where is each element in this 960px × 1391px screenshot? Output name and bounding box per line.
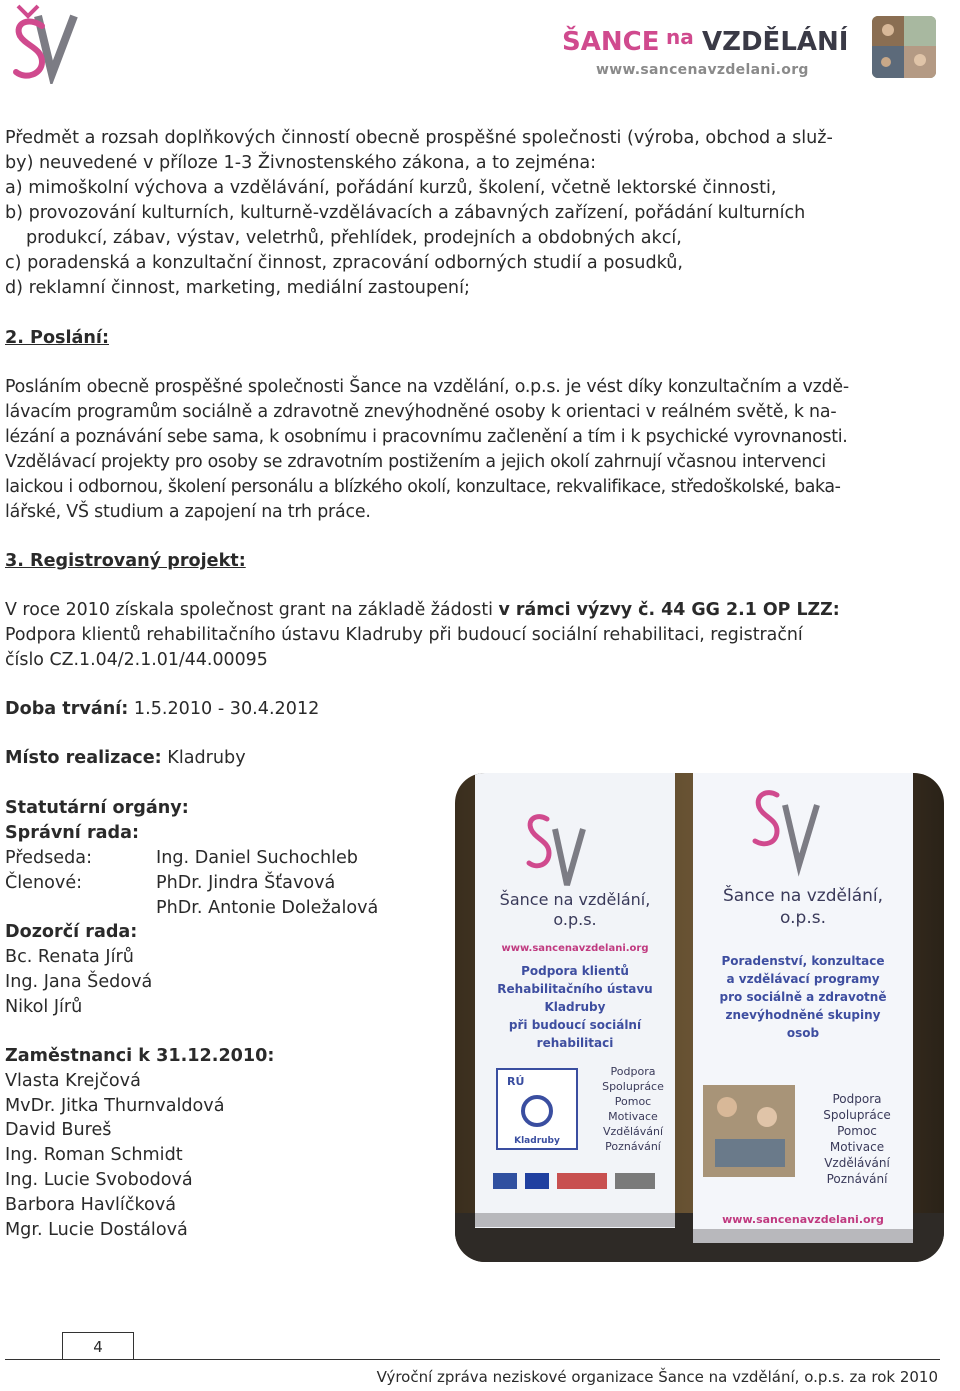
supervisory-label: Dozorčí rada:: [5, 922, 138, 942]
brand-title-part-3: VZDĚLÁNÍ: [702, 27, 849, 57]
right-banner-url: www.sancenavzdelani.org: [722, 1213, 884, 1226]
member-2: PhDr. Antonie Doležalová: [156, 898, 379, 918]
section1-item-a: a) mimoškolní výchova a vzdělávání, pořádání kurzů, školení, včetně lektorské činnosti,: [5, 178, 777, 198]
left-banner-list-6: Poznávání: [605, 1140, 661, 1153]
left-banner: [475, 773, 675, 1228]
brand-url: www.sancenavzdelani.org: [596, 62, 809, 78]
left-banner-project-5: rehabilitaci: [536, 1036, 614, 1050]
employee-5: Ing. Lucie Svobodová: [5, 1170, 193, 1190]
section3-heading: 3. Registrovaný projekt:: [5, 551, 246, 571]
organs-heading: Statutární orgány:: [5, 798, 189, 818]
employee-7: Mgr. Lucie Dostálová: [5, 1220, 188, 1240]
section2-line-1: Posláním obecně prospěšné společnosti Šance na vzdělání, o.p.s. je vést díky konzultačním a vzdě-: [5, 377, 849, 397]
right-banner-service-3: pro sociálně a zdravotně: [719, 990, 887, 1004]
supervisor-1: Bc. Renata Jírů: [5, 947, 134, 967]
page-number: 4: [93, 1338, 103, 1356]
place: [5, 746, 246, 771]
right-banner-org: Šance na vzdělání,: [722, 886, 884, 906]
duration-value: 1.5.2010 - 30.4.2012: [128, 699, 320, 719]
member-1: PhDr. Jindra Šťavová: [156, 873, 336, 893]
supervisor-3: Nikol Jírů: [5, 997, 83, 1017]
right-banner-list-4: Motivace: [829, 1140, 885, 1154]
left-banner-list-2: Spolupráce: [602, 1080, 664, 1093]
members-label: Členové:: [5, 873, 83, 893]
right-banner-list-5: Vzdělávání: [824, 1156, 890, 1170]
employees-label: Zaměstnanci k 31.12.2010:: [5, 1046, 275, 1066]
supervisor-2: Ing. Jana Šedová: [5, 972, 153, 992]
place-label: Místo realizace:: [5, 748, 162, 768]
right-banner-ops: o.p.s.: [780, 908, 826, 928]
right-banner-service-5: osob: [786, 1026, 820, 1040]
section2-heading: 2. Poslání:: [5, 328, 109, 348]
place-value: Kladruby: [161, 748, 246, 768]
section2-line-6: lářské, VŠ studium a zapojení na trh práce.: [5, 502, 371, 522]
left-banner-list-3: Pomoc: [614, 1095, 652, 1108]
section1-item-d: d) reklamní činnost, marketing, mediální zastoupení;: [5, 278, 470, 298]
left-banner-org: Šance na vzdělání,: [499, 890, 651, 909]
right-banner-list-6: Poznávání: [826, 1172, 888, 1186]
left-banner-project-2: Rehabilitačního ústavu: [497, 982, 653, 996]
section3-line-3: číslo CZ.1.04/2.1.01/44.00095: [5, 650, 268, 670]
left-banner-list-4: Motivace: [608, 1110, 658, 1123]
brand-title-part-1: ŠANCE: [562, 27, 660, 57]
duration-label: Doba trvání:: [5, 699, 129, 719]
left-banner-project-1: Podpora klientů: [521, 964, 629, 978]
employee-6: Barbora Havlíčková: [5, 1195, 177, 1215]
section1-line-2: by) neuvedené v příloze 1-3 Živnostenského zákona, a to zejména:: [5, 153, 597, 173]
section3-line-2: Podpora klientů rehabilitačního ústavu Kladruby při budoucí sociální rehabilitaci, registrační: [5, 625, 803, 645]
left-banner-list-5: Vzdělávání: [602, 1125, 664, 1138]
section3-call-reference: v rámci výzvy č. 44 GG 2.1 OP LZZ:: [498, 600, 840, 620]
section2-line-2: lávacím programům sociálně a zdravotně znevýhodněné osoby k orientaci v reálném světě, k na-: [5, 402, 837, 422]
section1-line-1: Předmět a rozsah doplňkových činností obecně prospěšné společnosti (výroba, obchod a služ-: [5, 128, 833, 148]
section2-line-4: Vzdělávací projekty pro osoby se zdravotním postižením a jejich okolí zahrnují včasnou intervenci: [5, 452, 826, 472]
section3-line-1: [5, 598, 840, 623]
chair-name: Ing. Daniel Suchochleb: [156, 848, 358, 868]
right-banner-list-3: Pomoc: [837, 1124, 877, 1138]
section1-item-c: c) poradenská a konzultační činnost, zpracování odborných studií a posudků,: [5, 253, 684, 273]
employee-1: Vlasta Krejčová: [5, 1071, 141, 1091]
section2-line-5: laickou i odbornou, školení personálu a blízkého okolí, konzultace, rekvalifikace, středoškolské, baka-: [5, 477, 841, 497]
left-banner-url: www.sancenavzdelani.org: [501, 943, 649, 954]
duration: [5, 697, 319, 722]
footer-text: Výroční zpráva neziskové organizace Šance na vzdělání, o.p.s. za rok 2010: [376, 1368, 938, 1386]
employee-4: Ing. Roman Schmidt: [5, 1145, 183, 1165]
left-banner-ops: o.p.s.: [553, 910, 597, 929]
left-banner-list-1: Podpora: [610, 1065, 656, 1078]
right-banner: [693, 773, 913, 1243]
logo-mark: [8, 2, 83, 84]
header-photo-collage: [872, 16, 936, 78]
section1-item-b: b) provozování kulturních, kulturně-vzdělávacích a zábavných zařízení, pořádání kulturních: [5, 203, 806, 223]
brand-title-part-2: na: [666, 25, 694, 49]
left-banner-ru-place: Kladruby: [514, 1136, 560, 1146]
right-banner-service-2: a vzdělávací programy: [726, 972, 880, 986]
chair-label: Předseda:: [5, 848, 93, 868]
employee-2: MvDr. Jitka Thurnvaldová: [5, 1096, 225, 1116]
banners-photo: [455, 773, 944, 1262]
right-banner-service-1: Poradenství, konzultace: [721, 954, 885, 968]
right-banner-service-4: znevýhodněné skupiny: [725, 1008, 881, 1022]
left-banner-ru-label: RÚ: [507, 1075, 525, 1088]
board-label: Správní rada:: [5, 823, 140, 843]
footer-rule: [5, 1359, 940, 1360]
right-banner-list-2: Spolupráce: [823, 1108, 891, 1122]
section2-line-3: lézání a poznávání sebe sama, k osobnímu i pracovnímu začlenění a tím i k psychické vyrovnanosti.: [5, 427, 848, 447]
left-banner-project-3: Kladruby: [544, 1000, 606, 1014]
brand-title: [560, 18, 860, 58]
right-banner-list-1: Podpora: [832, 1092, 882, 1106]
section1-item-b-cont: produkcí, zábav, výstav, veletrhů, přehlídek, prodejních a obdobných akcí,: [26, 228, 682, 248]
section3-line-1-text: V roce 2010 získala společnost grant na základě žádosti: [5, 600, 499, 620]
left-banner-project-4: při budoucí sociální: [508, 1018, 642, 1032]
employee-3: David Bureš: [5, 1120, 112, 1140]
